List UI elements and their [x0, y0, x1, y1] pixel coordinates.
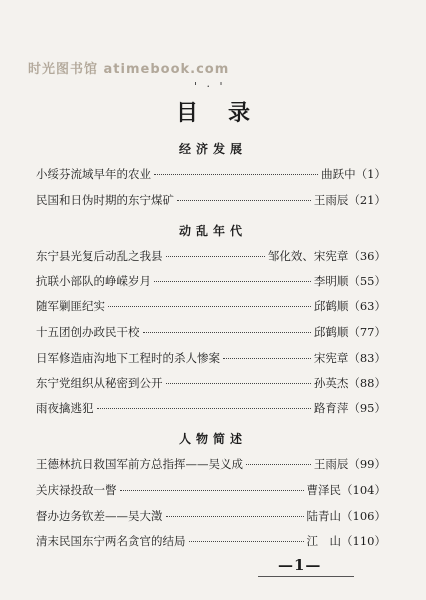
toc-entry[interactable] — [36, 400, 386, 416]
entry-author: 宋宪章 — [313, 351, 349, 365]
section-heading-turmoil: 动乱年代 — [178, 224, 247, 238]
entry-page: （21） — [348, 193, 386, 207]
entry-author: 王雨辰 — [313, 457, 349, 471]
entry-title: 东宁县光复后动乱之我县 — [36, 249, 163, 263]
entry-page: （99） — [348, 457, 386, 471]
toc-entry[interactable] — [36, 533, 386, 549]
entry-page: （110） — [341, 534, 386, 548]
leader-dots — [166, 516, 304, 517]
entry-author: 邹化效、宋宪章 — [267, 249, 349, 263]
leader-dots — [166, 383, 311, 384]
toc-entry[interactable] — [36, 456, 386, 472]
toc-entry[interactable] — [36, 166, 386, 182]
footer-rule — [258, 576, 354, 577]
entry-page: （1） — [355, 167, 386, 181]
entry-title: 日军修造庙沟地下工程时的杀人惨案 — [36, 351, 220, 365]
entry-title: 民国和日伪时期的东宁煤矿 — [36, 193, 174, 207]
toc-entry[interactable] — [36, 298, 386, 314]
entry-page: （83） — [348, 351, 386, 365]
entry-page: （77） — [348, 325, 386, 339]
toc-entry[interactable] — [36, 192, 386, 208]
entry-author: 孙英杰 — [313, 376, 349, 390]
entry-title: 清末民国东宁两名贪官的结局 — [36, 534, 186, 548]
page-title: 目录 — [175, 100, 280, 126]
leader-dots — [120, 490, 304, 491]
entry-author: 邱鹤顺 — [313, 299, 349, 313]
entry-title: 东宁党组织从秘密到公开 — [36, 376, 163, 390]
toc-entry[interactable] — [36, 273, 386, 289]
entry-title: 抗联小部队的峥嵘岁月 — [36, 274, 151, 288]
toc-entry[interactable] — [36, 350, 386, 366]
watermark: 时光图书馆 atimebook.com — [28, 62, 230, 77]
entry-author: 江 山 — [306, 534, 342, 548]
leader-dots — [246, 464, 311, 465]
entry-page: （63） — [348, 299, 386, 313]
entry-page: （104） — [341, 483, 386, 497]
page-number: —1— — [278, 556, 322, 574]
entry-page: （88） — [348, 376, 386, 390]
entry-author: 王雨辰 — [313, 193, 349, 207]
entry-title: 十五团创办政民干校 — [36, 325, 140, 339]
toc-entry[interactable] — [36, 508, 386, 524]
entry-title: 王德林抗日救国军前方总指挥——吴义成 — [36, 457, 243, 471]
toc-entry[interactable] — [36, 248, 386, 264]
leader-dots — [223, 358, 311, 359]
section-heading-biographies: 人物简述 — [178, 432, 247, 446]
toc-entry[interactable] — [36, 324, 386, 340]
toc-entry[interactable] — [36, 375, 386, 391]
entry-page: （106） — [341, 509, 386, 523]
leader-dots — [108, 306, 311, 307]
entry-author: 陆青山 — [306, 509, 342, 523]
section-heading-economy: 经济发展 — [178, 142, 247, 156]
entry-author: 曲跃中 — [321, 167, 356, 181]
entry-title: 关庆禄投敌一瞥 — [36, 483, 117, 497]
entry-title: 雨夜擒逃犯 — [36, 401, 94, 415]
entry-title: 督办边务钦差——吴大澂 — [36, 509, 163, 523]
entry-author: 路育萍 — [313, 401, 349, 415]
entry-title: 随军剿匪纪实 — [36, 299, 105, 313]
entry-title: 小绥芬流域早年的农业 — [36, 167, 151, 181]
leader-dots — [143, 332, 311, 333]
toc-entry[interactable] — [36, 482, 386, 498]
leader-dots — [189, 541, 304, 542]
entry-author: 曹泽民 — [306, 483, 342, 497]
entry-author: 邱鹤顺 — [313, 325, 349, 339]
scan-speck: ' · ' — [194, 80, 226, 93]
leader-dots — [166, 256, 265, 257]
entry-page: （95） — [348, 401, 386, 415]
leader-dots — [154, 281, 311, 282]
leader-dots — [97, 408, 311, 409]
entry-page: （36） — [348, 249, 386, 263]
entry-author: 李明顺 — [313, 274, 349, 288]
entry-page: （55） — [348, 274, 386, 288]
leader-dots — [177, 200, 311, 201]
leader-dots — [154, 174, 318, 175]
